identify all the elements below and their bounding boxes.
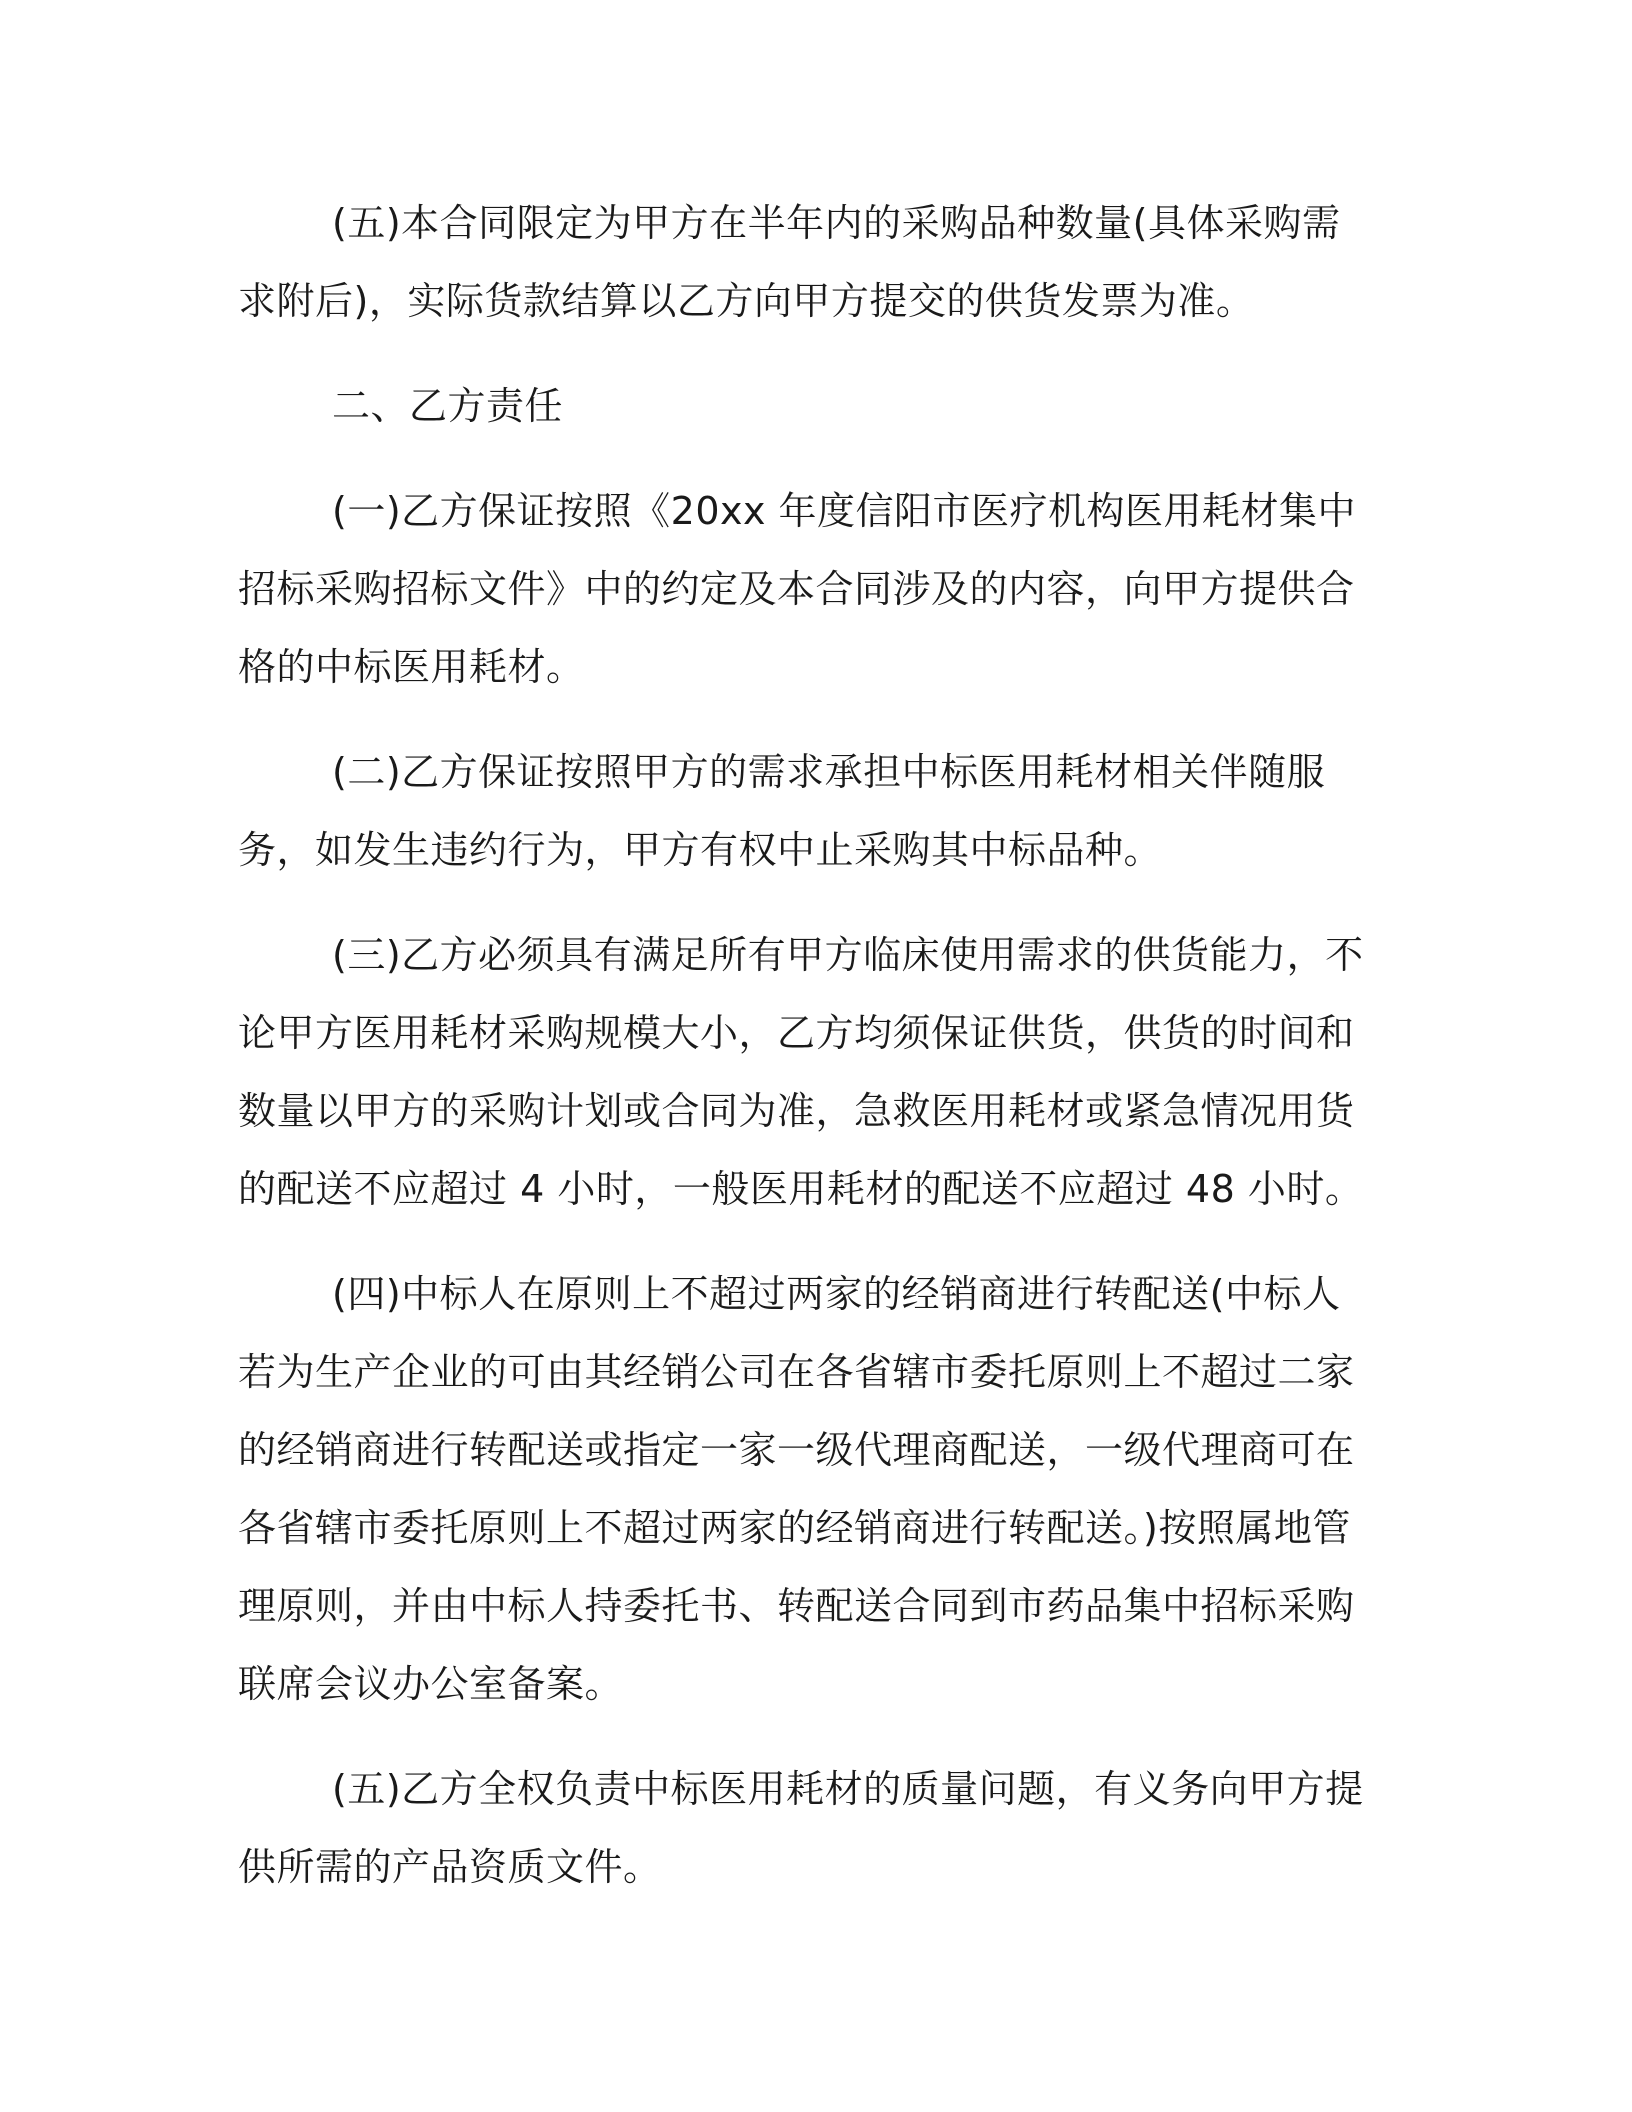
paragraph-item-1-qualified-supply: (一)乙方保证按照《20xx 年度信阳市医疗机构医用耗材集中招标采购招标文件》中的约定及本合同涉及的内容，向甲方提供合格的中标医用耗材。 (238, 489, 1357, 689)
paragraph-item-4-distribution: (四)中标人在原则上不超过两家的经销商进行转配送(中标人若为生产企业的可由其经销公司在各省辖市委托原则上不超过二家的经销商进行转配送或指定一家一级代理商配送，一级代理商可在各省辖市委托原则上不超过两家的经销商进行转配送。)按照属地管理原则，并由中标人持委托书、转配送合同到市药品集中招标采购联席会议办公室备案。 (238, 1272, 1355, 1706)
paragraph-item-5-purchase-scope: (五)本合同限定为甲方在半年内的采购品种数量(具体采购需求附后)，实际货款结算以乙方向甲方提交的供货发票为准。 (238, 201, 1341, 323)
paragraph-item-3-supply-capacity: (三)乙方必须具有满足所有甲方临床使用需求的供货能力，不论甲方医用耗材采购规模大小，乙方均须保证供货，供货的时间和数量以甲方的采购计划或合同为准，急救医用耗材或紧急情况用货的配送不应超过 4 小时，一般医用耗材的配送不应超过 48 小时。 (238, 933, 1364, 1211)
section-heading-party-b-responsibility: 二、乙方责任 (332, 384, 564, 428)
document-body (238, 184, 1378, 1933)
paragraph-item-2-service: (二)乙方保证按照甲方的需求承担中标医用耗材相关伴随服务，如发生违约行为，甲方有权中止采购其中标品种。 (238, 750, 1326, 872)
paragraph-item-5-quality: (五)乙方全权负责中标医用耗材的质量问题，有义务向甲方提供所需的产品资质文件。 (238, 1767, 1364, 1889)
